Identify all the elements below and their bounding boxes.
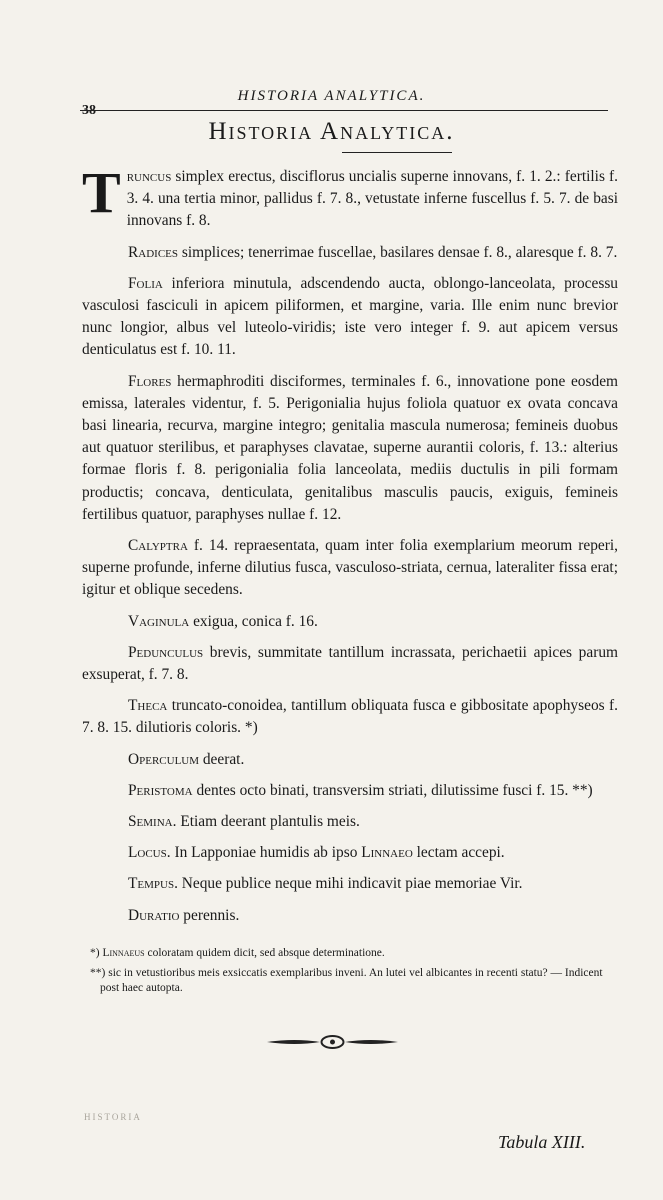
- footnote-2-text: sic in vetustioribus meis exsiccatis exemplaribus inveni. An lutei vel albicantes in recenti statu? — Indicent post haec autopta.: [100, 967, 603, 994]
- pedunculus-text: brevis, summitate tantillum incrassata, perichaetii apices parum exsuperat, f. 7. 8.: [82, 643, 618, 684]
- paragraph-pedunculus: [82, 642, 618, 686]
- page-title: Historia Analytica.: [208, 118, 455, 145]
- term-theca: Theca: [128, 697, 168, 715]
- ornament-divider-icon: [265, 1030, 400, 1054]
- footnote-1-name: Linnaeus: [102, 947, 145, 959]
- term-truncus: runcus: [126, 168, 172, 185]
- paragraph-calyptra: [82, 535, 618, 602]
- header-rule: [80, 110, 608, 111]
- footnote-1-mark: *): [90, 947, 100, 959]
- paragraph-peristoma: [82, 780, 618, 802]
- drop-cap: T: [82, 160, 121, 225]
- paragraph-radices: [82, 242, 618, 264]
- paragraph-folia: [82, 273, 618, 362]
- tempus-text: Neque publice neque mihi indicavit piae memoriae Vir.: [177, 875, 523, 893]
- term-folia: Folia: [128, 274, 163, 292]
- operculum-text: deerat.: [199, 750, 245, 768]
- main-text: [82, 160, 618, 936]
- plate-label: Tabula XIII.: [498, 1132, 586, 1152]
- bleed-through-text: HISTORIA: [84, 1112, 142, 1122]
- title-underline: [342, 152, 452, 153]
- paragraph-semina: [82, 811, 618, 833]
- folia-text: inferiora minutula, adscendendo aucta, oblongo-lanceolata, processu vasculosi fasciculi in apicem piliformen, et margine, varia. Ille enim nunc brevior nunc longior, albus vel luteolo-viridis; iste vero integer f. 9. aut apicem versus denticulatus est f. 10. 11.: [82, 274, 618, 359]
- footnote-1-text: coloratam quidem dicit, sed absque determinatione.: [144, 947, 385, 959]
- flores-text: hermaphroditi disciformes, terminales f. 6., innovatione pone eosdem emissa, laterales videntur, f. 5. Perigonialia hujus foliola quatuor ex ovata concava basi linearia, recurva, margine integro; genitalia mascula numerosa; femineis duobus aut quatuor sterilibus, et paraphyses clavatae, superne aurantii coloris, f. 13.: alterius formae floris f. 8. perigonialia folia lanceolata, mediis ductulis in pili formam productis; concava, denticulata, genitalibus masculis paucis, exiguis, femineis fertilibus quatuor, paraphyses nullae f. 12.: [82, 372, 618, 523]
- paragraph-flores: [82, 371, 618, 526]
- footnote-1: [90, 946, 618, 961]
- term-peristoma: Peristoma: [128, 781, 193, 799]
- term-duratio: Duratio: [128, 906, 180, 924]
- calyptra-text: f. 14. repraesentata, quam inter folia exemplarium meorum reperi, superne profunde, inferne dilutius fusca, vasculoso-striata, cernua, lateraliter fissa erat; igitur et oblique secedens.: [82, 537, 618, 599]
- paragraph-operculum: [82, 749, 618, 771]
- term-locus: Locus.: [128, 844, 171, 862]
- truncus-text: simplex erectus, disciflorus uncialis superne innovans, f. 1. 2.: fertilis f. 3. 4. una tertia minor, pallidus f. 7. 8., vetustate inferne fuscellus f. 5. 7. de basi innovans f. 8.: [126, 168, 618, 230]
- locus-text-a: In Lapponiae humidis ab ipso: [170, 844, 362, 862]
- radices-text: simplices; tenerrimae fuscellae, basilares densae f. 8., alaresque f. 8. 7.: [178, 243, 618, 261]
- duratio-text: perennis.: [179, 906, 240, 924]
- page-number: 38: [82, 103, 96, 118]
- semina-text: Etiam deerant plantulis meis.: [176, 813, 360, 831]
- term-calyptra: Calyptra: [128, 537, 188, 555]
- footnotes: [90, 946, 618, 1001]
- footnote-2-mark: **): [90, 967, 106, 979]
- paragraph-theca: [82, 695, 618, 739]
- locus-text-b: lectam accepi.: [412, 844, 505, 862]
- term-flores: Flores: [128, 372, 172, 390]
- running-title: HISTORIA ANALYTICA.: [237, 88, 426, 104]
- term-radices: Radices: [128, 243, 178, 261]
- term-tempus: Tempus.: [128, 875, 178, 893]
- term-semina: Semina.: [128, 813, 177, 831]
- paragraph-locus: [82, 842, 618, 864]
- theca-text: truncato-conoidea, tantillum obliquata fusca e gibbositate apophyseos f. 7. 8. 15. dilutioris coloris. *): [82, 697, 618, 737]
- paragraph-truncus: [82, 160, 618, 233]
- paragraph-vaginula: [82, 611, 618, 633]
- paragraph-duratio: [82, 905, 618, 927]
- term-pedunculus: Pedunculus: [128, 643, 204, 661]
- paragraph-tempus: [82, 873, 618, 895]
- term-operculum: Operculum: [128, 750, 200, 768]
- term-vaginula: Vaginula: [128, 612, 190, 630]
- footnote-2: [90, 966, 618, 996]
- locus-name: Linnaeo: [361, 844, 413, 862]
- vaginula-text: exigua, conica f. 16.: [189, 612, 318, 630]
- peristoma-text: dentes octo binati, transversim striati, dilutissime fusci f. 15. **): [192, 781, 593, 799]
